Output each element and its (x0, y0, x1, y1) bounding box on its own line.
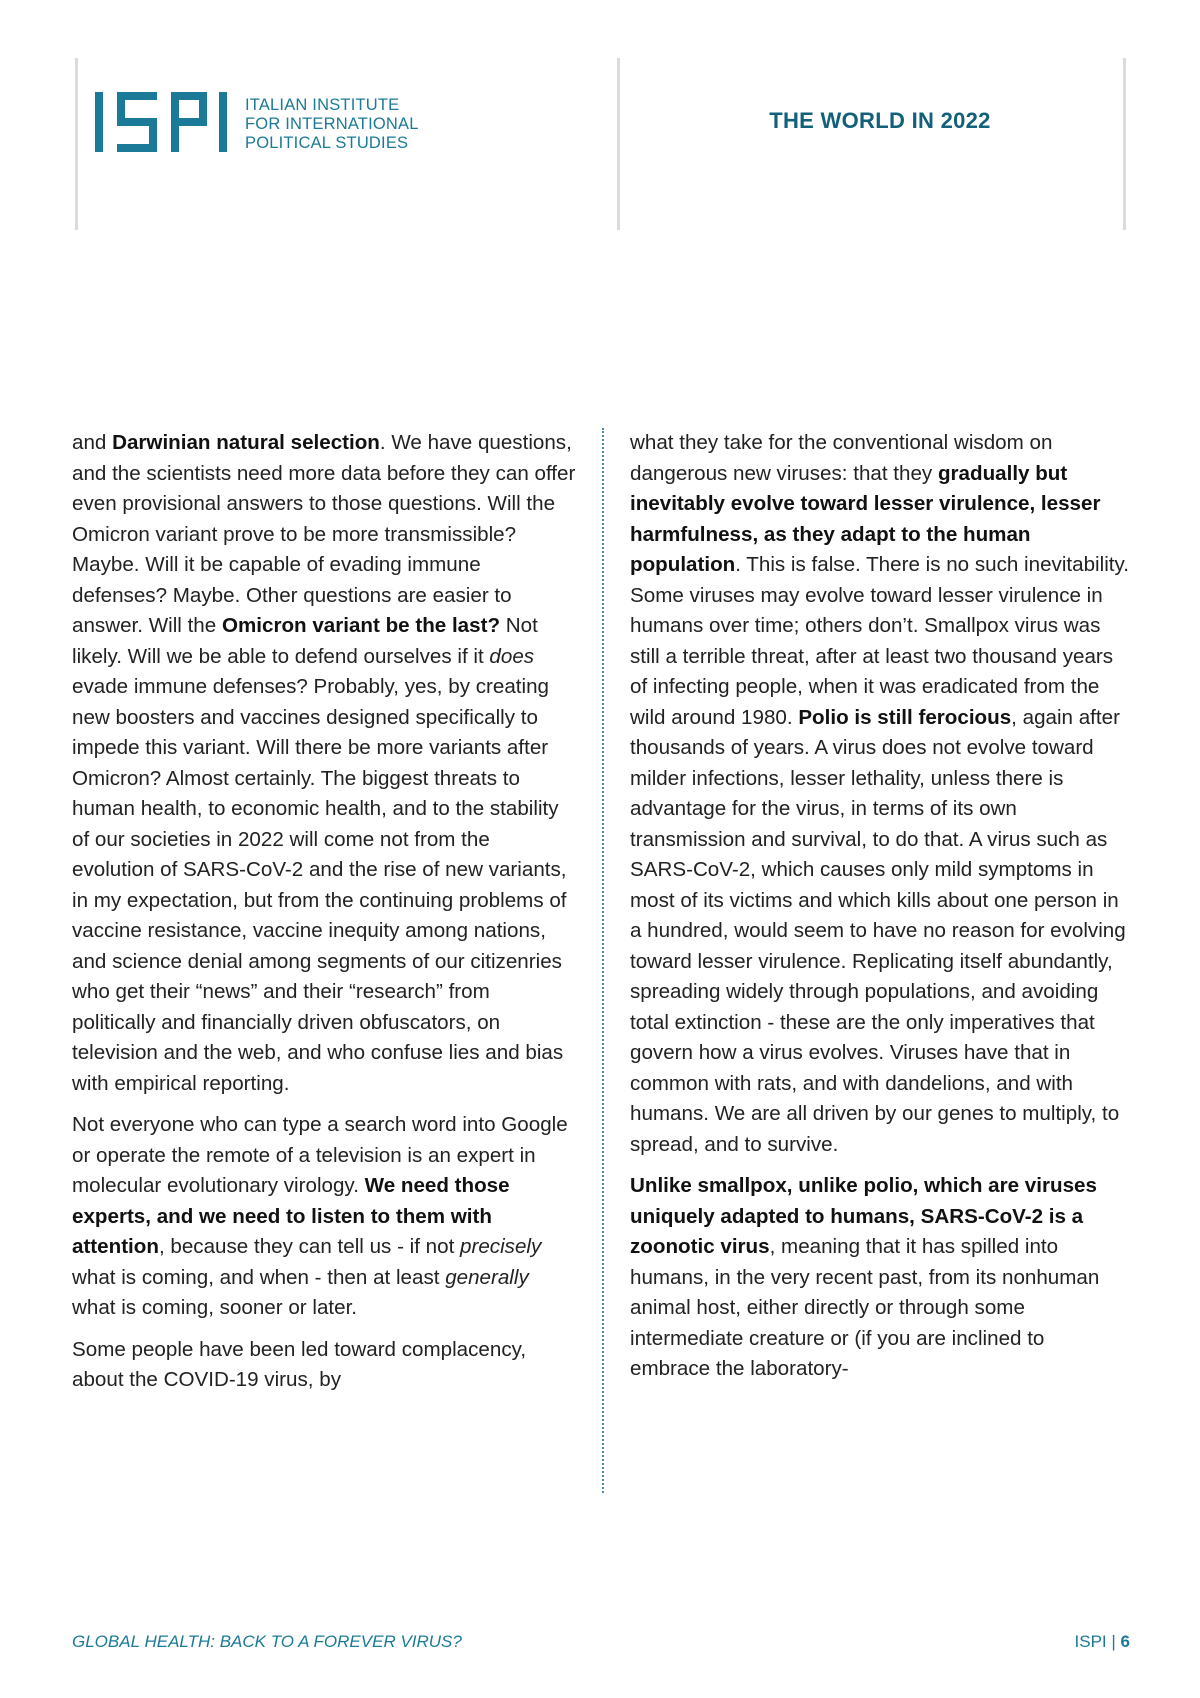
column-divider (602, 428, 604, 1493)
footer-org: ISPI (1074, 1632, 1107, 1651)
right-column (630, 428, 1130, 1396)
bold-text: Polio is still ferocious (798, 705, 1012, 729)
bold-text: Darwinian natural selection (112, 431, 380, 454)
header-rule-right (1123, 58, 1126, 230)
institute-line-2: FOR INTERNATIONAL (245, 115, 419, 133)
text-run: what is coming, sooner or later. (72, 1296, 358, 1319)
report-title: THE WORLD IN 2022 (769, 108, 991, 133)
footer-page-label: ISPI | 6 (1074, 1632, 1130, 1651)
paragraph (630, 1171, 1130, 1385)
text-run: Not everyone who can type a search word into Google or operate the remote of a television is an expert in molecular evolutionary virology. (72, 1113, 568, 1197)
institute-line-1: ITALIAN INSTITUTE (245, 96, 400, 114)
text-run: , again after thousands of years. A virus does not evolve toward milder infections, lesser lethality, unless there is advantage for the virus, in terms of its own transmission and survival, to do that. A virus such as SARS-CoV-2, which causes only mild symptoms in most of its victims and which kills about one person in a hundred, would seem to have no reason for evolving toward lesser virulence. Replicating itself abundantly, spreading widely through populations, and avoiding total extinction - these are the only imperatives that govern how a virus evolves. Viruses have that in common with rats, and with dandelions, and with humans. We are all driven by our genes to multiply, to spread, and to survive. (630, 705, 1126, 1156)
paragraph (630, 428, 1130, 1160)
italic-text: generally (445, 1265, 529, 1289)
text-run: , meaning that it has spilled into humans, in the very recent past, from its nonhuman animal host, either directly or through some intermediate creature or (if you are inclined to embrace the laboratory- (630, 1235, 1100, 1380)
text-run: what they take for the conventional wisdom on dangerous new viruses: that they (630, 431, 1053, 485)
left-column (72, 428, 577, 1407)
institute-name (245, 96, 419, 153)
text-run: . This is false. There is no such inevitability. Some viruses may evolve toward lesser virulence in humans over time; others don’t. Smallpox virus was still a terrible threat, after at least two thousand years of infecting people, when it was eradicated from the wild around 1980. (630, 553, 1129, 729)
text-run: and (72, 431, 113, 454)
ispi-logo-mark (95, 92, 235, 152)
bold-text: gradually but inevitably evolve toward lesser virulence, lesser harmfulness, as they adapt to the human population (630, 461, 1101, 576)
bold-text: Omicron variant be the last? (221, 614, 501, 637)
header-rule-left (75, 58, 78, 230)
paragraph (72, 428, 577, 1099)
text-run: , because they can tell us - if not (158, 1235, 461, 1258)
text-run: . We have questions, and the scientists need more data before they can offer even provisional answers to those questions. Will the Omicron variant prove to be more transmissible? Maybe. Will it be capable of evading immune defenses? Maybe. Other questions are easier to answer. Will the (72, 431, 576, 637)
bold-text: We need those experts, and we need to listen to them with attention (72, 1174, 510, 1258)
header-rule-middle (617, 58, 620, 230)
text-run: Some people have been led toward complacency, about the COVID-19 virus, by (72, 1337, 527, 1391)
italic-text: does (489, 644, 535, 668)
institute-line-3: POLITICAL STUDIES (245, 134, 409, 152)
bold-text: Unlike smallpox, unlike polio, which are viruses uniquely adapted to humans, SARS-CoV-2 is a zoonotic virus (630, 1174, 1097, 1258)
text-run: what is coming, and when - then at least (72, 1265, 446, 1289)
text-run: Not likely. Will we be able to defend ourselves if it (72, 614, 538, 668)
page-number: 6 (1120, 1632, 1130, 1651)
italic-text: precisely (460, 1235, 542, 1258)
ispi-logo (95, 92, 419, 153)
paragraph (72, 1110, 577, 1324)
text-run: evade immune defenses? Probably, yes, by creating new boosters and vaccines designed specifically to impede this variant. Will there be more variants after Omicron? Almost certainly. The biggest threats to human health, to economic health, and to the stability of our societies in 2022 will come not from the evolution of SARS-CoV-2 and the rise of new variants, in my expectation, but from the continuing problems of vaccine resistance, vaccine inequity among nations, and science denial among segments of our citizenries who get their “news” and their “research” from politically and financially driven obfuscators, on television and the web, and who confuse lies and bias with empirical reporting. (72, 675, 567, 1095)
paragraph (72, 1335, 577, 1396)
footer-section-title: GLOBAL HEALTH: BACK TO A FOREVER VIRUS? (72, 1632, 462, 1651)
